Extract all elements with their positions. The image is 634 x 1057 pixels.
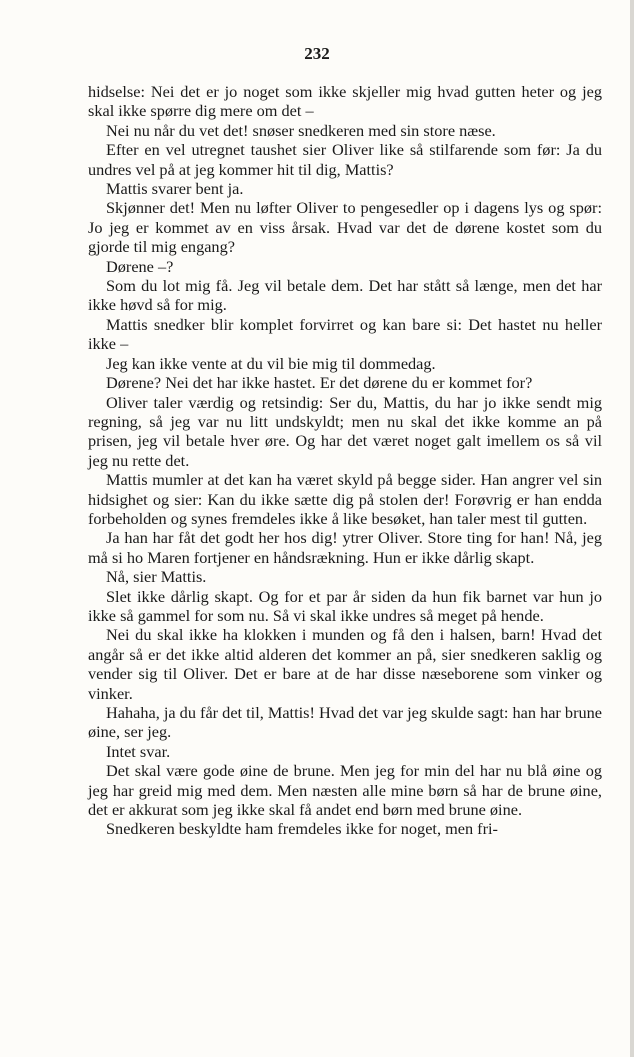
body-text	[88, 82, 602, 839]
paragraph: Mattis mumler at det kan ha været skyld på begge sider. Han angrer vel sin hidsighet og sier: Kan du ikke sætte dig på stolen der! Forøvrig er han endda forbeholden og synes fremdeles ikke å like besøket, han taler mest til gutten.	[88, 470, 602, 528]
paragraph: Mattis snedker blir komplet forvirret og kan bare si: Det hastet nu heller ikke –	[88, 314, 602, 354]
paragraph: Snedkeren beskyldte ham fremdeles ikke for noget, men fri-	[106, 819, 498, 839]
paragraph: Slet ikke dårlig skapt. Og for et par år siden da hun fik barnet var hun jo ikke så gammel for som nu. Så vi skal ikke undres så meget på hende.	[88, 586, 602, 625]
paragraph: Dørene? Nei det har ikke hastet. Er det dørene du er kommet for?	[106, 373, 533, 393]
paragraph: hidselse: Nei det er jo noget som ikke skjeller mig hvad gutten heter og jeg skal ikke spørre dig mere om det –	[88, 82, 602, 121]
paragraph: Jeg kan ikke vente at du vil bie mig til dommedag.	[106, 353, 436, 373]
paragraph: Intet svar.	[106, 741, 171, 761]
paragraph: Nei nu når du vet det! snøser snedkeren med sin store næse.	[106, 120, 496, 140]
paragraph: Skjønner det! Men nu løfter Oliver to pengesedler op i dagens lys og spør: Jo jeg er kommet av en viss årsak. Hvad var det de dørene kostet som du gjorde til mig engang?	[88, 198, 602, 257]
paragraph: Det skal være gode øine de brune. Men jeg for min del har nu blå øine og jeg har greid mig med dem. Men næsten alle mine børn så har de brune øine, det er akkurat som jeg ikke skal få andet end børn med brune øine.	[88, 761, 602, 820]
page-edge	[630, 0, 634, 1057]
paragraph: Oliver taler værdig og retsindig: Ser du, Mattis, du har jo ikke sendt mig regning, så jeg var nu litt undskyldt; men nu skal det ikke komme an på prisen, jeg vil betale hver øre. Og har det været noget galt imellem os så vil jeg nu rette det.	[88, 392, 602, 470]
paragraph: Ja han har fåt det godt her hos dig! ytrer Oliver. Store ting for han! Nå, jeg må si ho Maren fortjener en håndsrækning. Hun er ikke dårlig skapt.	[88, 528, 602, 567]
paragraph: Nei du skal ikke ha klokken i munden og få den i halsen, barn! Hvad det angår så er det ikke altid alderen det kommer an på, sier snedkeren saklig og vender sig til Oliver. Det er bare at de har disse næseborene som vinker og vinker.	[88, 625, 602, 703]
paragraph: Mattis svarer bent ja.	[106, 179, 244, 199]
paragraph: Nå, sier Mattis.	[106, 567, 207, 587]
paragraph: Efter en vel utregnet taushet sier Oliver like så stilfarende som før: Ja du undres vel på at jeg kommer hit til dig, Mattis?	[88, 140, 602, 179]
paragraph: Dørene –?	[106, 256, 174, 276]
page-number: 232	[304, 44, 330, 63]
paragraph: Hahaha, ja du får det til, Mattis! Hvad det var jeg skulde sagt: han har brune øine, ser jeg.	[88, 703, 602, 742]
paragraph: Som du lot mig få. Jeg vil betale dem. Det har stått så længe, men det har ikke høvd så for mig.	[88, 276, 602, 315]
